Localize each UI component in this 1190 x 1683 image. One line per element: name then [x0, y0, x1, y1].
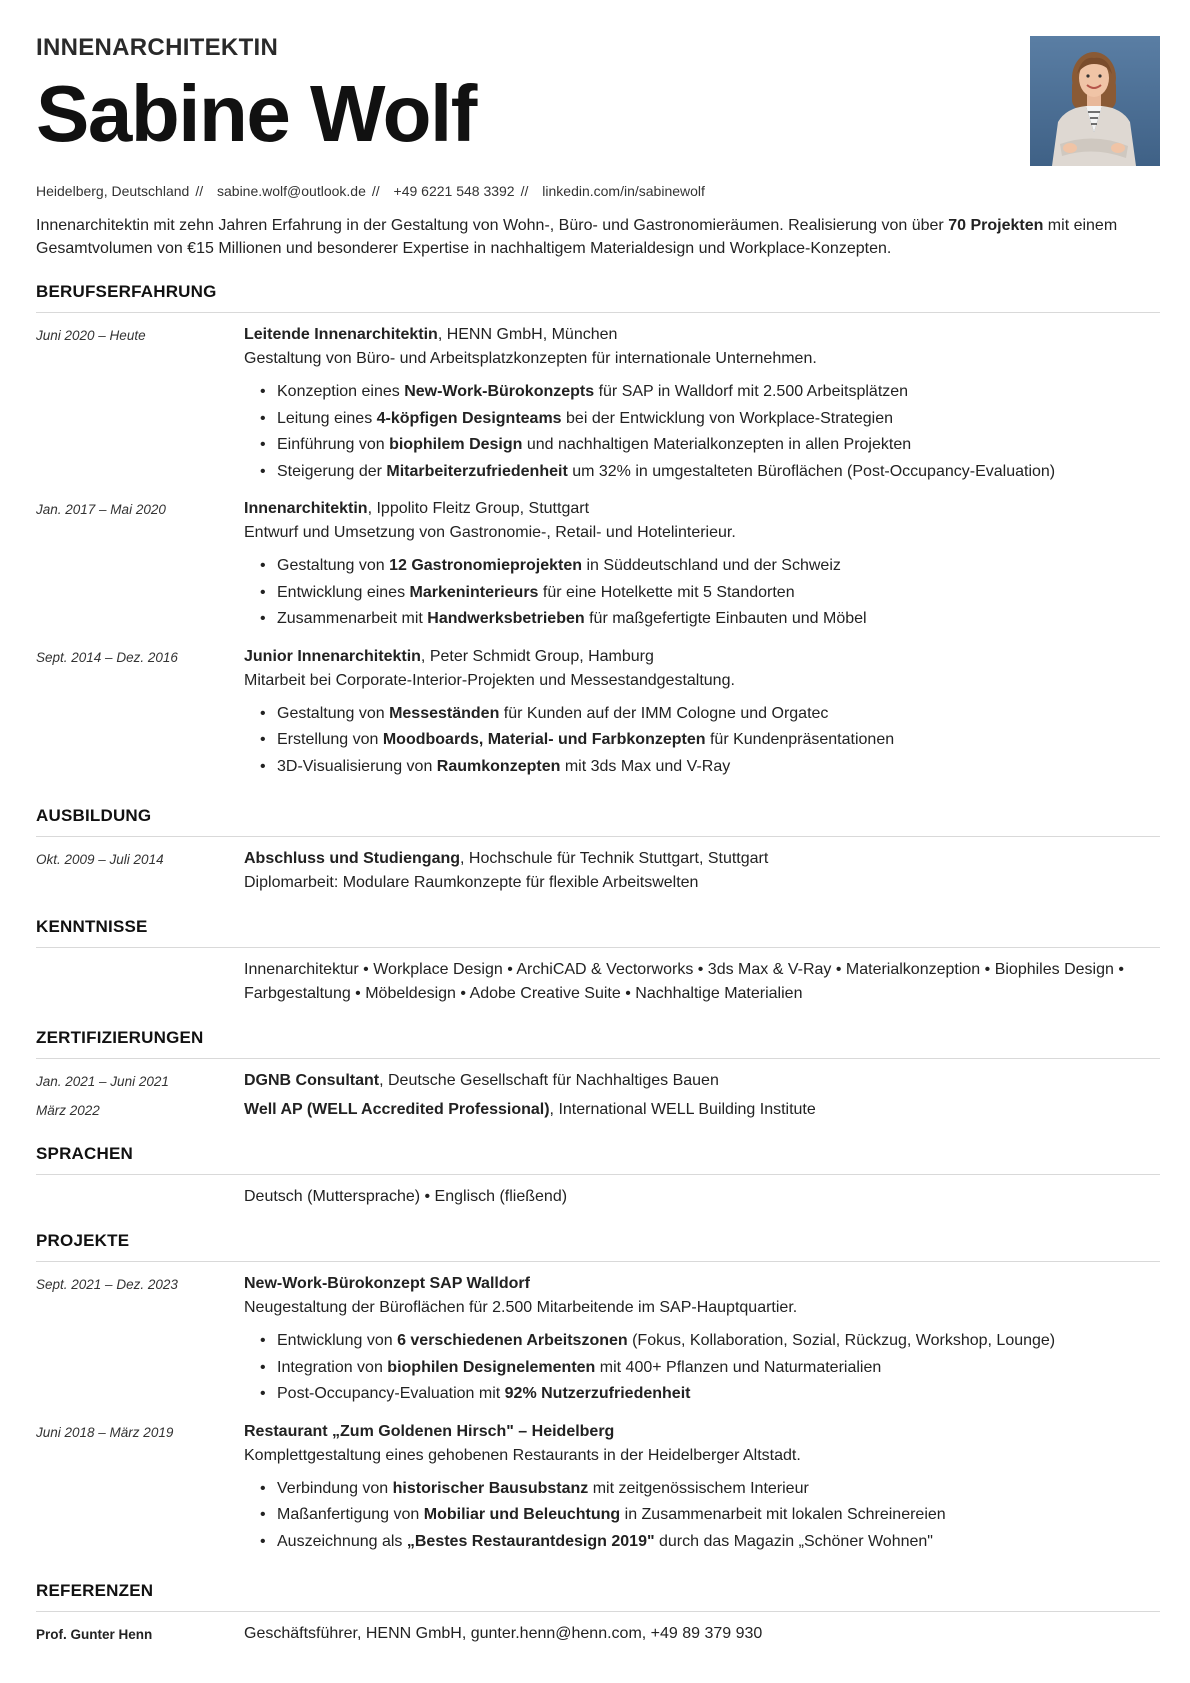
project-entry: [36, 1420, 1160, 1560]
list-item: • Steigerung der Mitarbeiterzufriedenheit um 32% in umgestalteten Büroflächen (Post-Occupancy-Evaluation): [244, 459, 1160, 486]
job-description: Entwurf und Umsetzung von Gastronomie-, Retail- und Hotelinterieur.: [244, 524, 736, 541]
project-entry: [36, 1272, 1160, 1412]
contact-separator: //: [371, 183, 380, 199]
contact-linkedin[interactable]: linkedin.com/in/sabinewolf: [542, 183, 705, 199]
section-title: KENNTNISSE: [36, 917, 1160, 948]
education-degree: Abschluss und Studiengang: [244, 850, 461, 867]
list-item: • Verbindung von historischer Bausubstanz mit zeitgenössischem Interieur: [244, 1476, 1160, 1503]
list-item: • Maßanfertigung von Mobiliar und Beleuchtung in Zusammenarbeit mit lokalen Schreinereien: [244, 1502, 1160, 1529]
section-title: BERUFSERFAHRUNG: [36, 282, 1160, 313]
job-description: Mitarbeit bei Corporate-Interior-Projekten und Messestandgestaltung.: [244, 671, 735, 689]
section-title: AUSBILDUNG: [36, 806, 1160, 837]
contact-separator: //: [520, 183, 529, 199]
job-entry: [36, 323, 1160, 489]
contact-phone[interactable]: +49 6221 548 3392: [393, 183, 515, 199]
education-school: , Hochschule für Technik Stuttgart, Stuttgart: [460, 850, 769, 867]
project-bullets: [244, 1476, 1160, 1556]
list-item: • Entwicklung eines Markeninterieurs für eine Hotelkette mit 5 Standorten: [244, 580, 1160, 607]
resume-page: [36, 34, 1160, 1646]
reference-name: Prof. Gunter Henn: [36, 1627, 153, 1642]
list-item: • Leitung eines 4-köpfigen Designteams bei der Entwicklung von Workplace-Strategien: [244, 406, 1160, 433]
list-item: • Entwicklung von 6 verschiedenen Arbeitszonen (Fokus, Kollaboration, Sozial, Rückzug, Workshop, Lounge): [244, 1328, 1160, 1355]
contact-separator: //: [195, 183, 204, 199]
project-date: Juni 2018 – März 2019: [36, 1424, 174, 1440]
job-bullets: [244, 553, 1160, 633]
education-date: Okt. 2009 – Juli 2014: [36, 852, 164, 867]
summary-text: Innenarchitektin mit zehn Jahren Erfahrung in der Gestaltung von Wohn-, Büro- und Gastronomieräumen. Realisierung von über: [36, 217, 949, 234]
portrait-photo: [1030, 36, 1160, 166]
education-section: [36, 806, 1160, 895]
list-item: • Post-Occupancy-Evaluation mit 92% Nutzerzufriedenheit: [244, 1381, 1160, 1408]
languages-entry: [36, 1185, 1160, 1209]
project-name: Restaurant „Zum Goldenen Hirsch" – Heidelberg: [244, 1422, 615, 1440]
section-title: REFERENZEN: [36, 1581, 1160, 1612]
job-description: Gestaltung von Büro- und Arbeitsplatzkonzepten für internationale Unternehmen.: [244, 350, 817, 367]
job-entry: [36, 497, 1160, 637]
list-item: • Auszeichnung als „Bestes Restaurantdesign 2019" durch das Magazin „Schöner Wohnen": [244, 1529, 1160, 1556]
list-item: • Einführung von biophilem Design und nachhaltigen Materialkonzepten in allen Projekten: [244, 432, 1160, 459]
languages-text: Deutsch (Muttersprache) • Englisch (fließend): [244, 1188, 568, 1205]
certifications-section: [36, 1028, 1160, 1122]
certification-entry: [36, 1069, 1160, 1093]
certification-entry: [36, 1098, 1160, 1122]
job-role: INNENARCHITEKTIN: [36, 34, 279, 61]
projects-section: [36, 1231, 1160, 1559]
job-position: Innenarchitektin: [244, 500, 368, 517]
job-company: , HENN GmbH, München: [437, 326, 618, 343]
list-item: • Zusammenarbeit mit Handwerksbetrieben für maßgefertigte Einbauten und Möbel: [244, 606, 1160, 633]
list-item: • Gestaltung von 12 Gastronomieprojekten in Süddeutschland und der Schweiz: [244, 553, 1160, 580]
list-item: • Erstellung von Moodboards, Material- und Farbkonzepten für Kundenpräsentationen: [244, 727, 1160, 754]
contact-email[interactable]: sabine.wolf@outlook.de: [217, 183, 366, 199]
summary-highlight: 70 Projekten: [948, 217, 1044, 234]
education-entry: [36, 847, 1160, 895]
certification-issuer: , International WELL Building Institute: [549, 1101, 816, 1118]
portrait-photo-icon: [1030, 36, 1160, 166]
section-title: PROJEKTE: [36, 1231, 1160, 1262]
project-bullets: [244, 1328, 1160, 1408]
job-position: Leitende Innenarchitektin: [244, 326, 438, 343]
skills-section: [36, 917, 1160, 1006]
education-thesis: Diplomarbeit: Modulare Raumkonzepte für flexible Arbeitswelten: [244, 874, 699, 891]
profile-summary: [36, 214, 1160, 260]
job-company: , Ippolito Fleitz Group, Stuttgart: [367, 500, 590, 517]
project-description: Neugestaltung der Büroflächen für 2.500 Mitarbeitende im SAP-Hauptquartier.: [244, 1299, 798, 1316]
languages-section: [36, 1144, 1160, 1209]
job-bullets: [244, 701, 1160, 781]
certification-issuer: , Deutsche Gesellschaft für Nachhaltiges Bauen: [379, 1072, 719, 1089]
job-date: Juni 2020 – Heute: [36, 328, 146, 343]
contact-line: [36, 182, 1160, 200]
experience-section: [36, 282, 1160, 784]
job-company: , Peter Schmidt Group, Hamburg: [420, 647, 654, 665]
experience-list: [36, 313, 1160, 784]
list-item: • Integration von biophilen Designelementen mit 400+ Pflanzen und Naturmaterialien: [244, 1355, 1160, 1382]
job-date: Jan. 2017 – Mai 2020: [36, 502, 166, 517]
project-name: New-Work-Bürokonzept SAP Walldorf: [244, 1275, 530, 1292]
candidate-name: Sabine Wolf: [36, 69, 476, 158]
section-title: SPRACHEN: [36, 1144, 1160, 1175]
certification-date: März 2022: [36, 1103, 100, 1118]
certification-date: Jan. 2021 – Juni 2021: [36, 1074, 169, 1089]
skills-entry: [36, 958, 1160, 1006]
reference-details[interactable]: Geschäftsführer, HENN GmbH, gunter.henn@henn.com, +49 89 379 930: [244, 1625, 763, 1642]
list-item: • Konzeption eines New-Work-Bürokonzepts für SAP in Walldorf mit 2.500 Arbeitsplätzen: [244, 379, 1160, 406]
certification-name: Well AP (WELL Accredited Professional): [244, 1101, 550, 1118]
resume-header: [36, 34, 1160, 184]
job-date: Sept. 2014 – Dez. 2016: [36, 649, 178, 665]
project-description: Komplettgestaltung eines gehobenen Restaurants in der Heidelberger Altstadt.: [244, 1446, 801, 1464]
list-item: • Gestaltung von Messeständen für Kunden auf der IMM Cologne und Orgatec: [244, 701, 1160, 728]
contact-location: Heidelberg, Deutschland: [36, 183, 190, 199]
list-item: • 3D-Visualisierung von Raumkonzepten mit 3ds Max und V-Ray: [244, 754, 1160, 781]
project-date: Sept. 2021 – Dez. 2023: [36, 1277, 178, 1292]
job-bullets: [244, 379, 1160, 485]
references-section: [36, 1581, 1160, 1646]
reference-entry: [36, 1622, 1160, 1646]
certification-name: DGNB Consultant: [244, 1072, 380, 1089]
job-entry: [36, 645, 1160, 785]
skills-text: Innenarchitektur • Workplace Design • ArchiCAD & Vectorworks • 3ds Max & V-Ray • Materialkonzeption • Biophiles Design • Farbgestaltung • Möbeldesign • Adobe Creative Suite • Nachhaltige Materialien: [244, 961, 1124, 1002]
summary-text: mit einem Gesamtvolumen von €15 Millionen und besonderer Expertise in nachhaltigem Materialdesign und Workplace-Konzepten.: [36, 217, 1118, 257]
section-title: ZERTIFIZIERUNGEN: [36, 1028, 1160, 1059]
job-position: Junior Innenarchitektin: [244, 647, 421, 665]
